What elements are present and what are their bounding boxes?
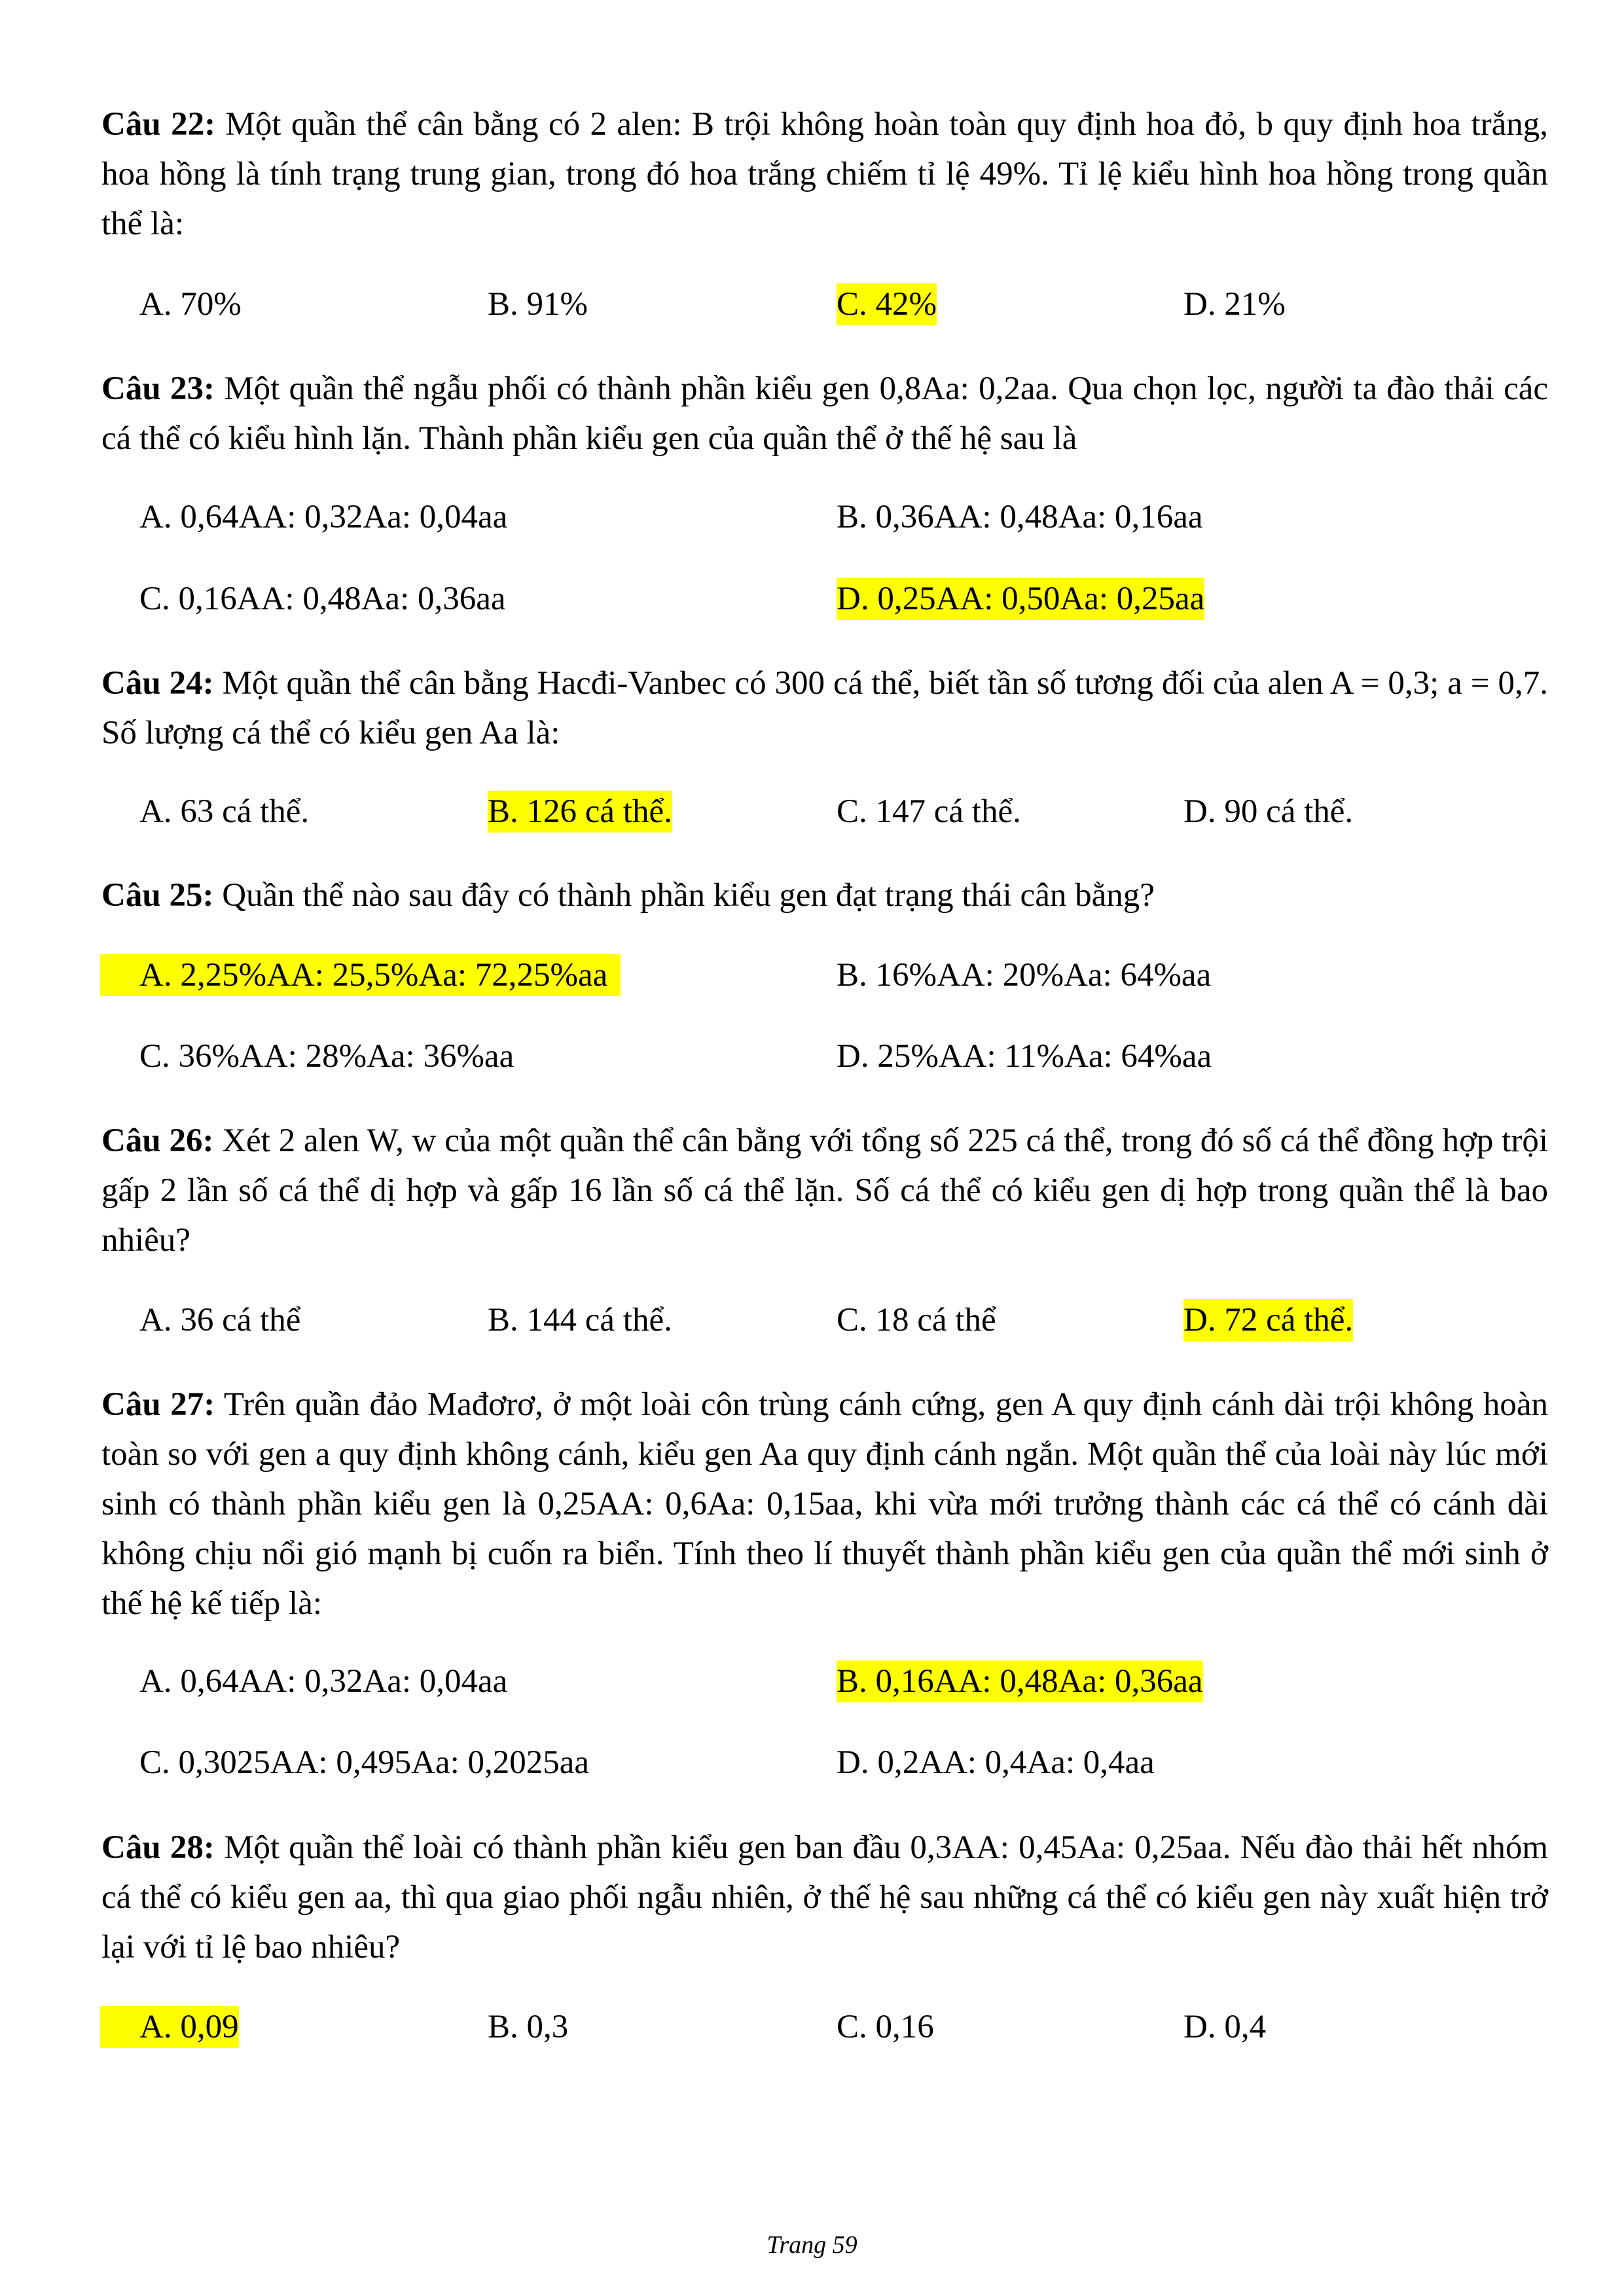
question-25-stem (101, 870, 1548, 920)
question-22-option-a[interactable]: A. 70% (139, 286, 242, 323)
question-text: Một quần thể cân bằng có 2 alen: B trội không hoàn toàn quy định hoa đỏ, b quy định hoa trắng, hoa hồng là tính trạng trung gian, trong đó hoa trắng chiếm tỉ lệ 49%. Tỉ lệ kiểu hình hoa hồng trong quần thể là: (101, 106, 1548, 242)
question-25-option-b[interactable]: B. 16%AA: 20%Aa: 64%aa (837, 957, 1212, 994)
question-28-option-b[interactable]: B. 0,3 (488, 2009, 569, 2045)
question-27-stem (101, 1380, 1548, 1628)
question-24-option-b-highlighted[interactable]: B. 126 cá thể. (488, 791, 672, 833)
question-27-option-c[interactable]: C. 0,3025AA: 0,495Aa: 0,2025aa (139, 1744, 590, 1781)
question-26-option-c[interactable]: C. 18 cá thể (837, 1302, 996, 1338)
question-28-stem (101, 1823, 1548, 1972)
question-25-option-c[interactable]: C. 36%AA: 28%Aa: 36%aa (139, 1038, 514, 1075)
question-26-option-d-highlighted[interactable]: D. 72 cá thể. (1183, 1299, 1353, 1341)
question-24-stem (101, 658, 1548, 758)
question-23-option-a[interactable]: A. 0,64AA: 0,32Aa: 0,04aa (139, 499, 508, 535)
question-23-option-b[interactable]: B. 0,36AA: 0,48Aa: 0,16aa (837, 499, 1203, 535)
question-number: Câu 24: (101, 665, 214, 702)
page-number: Trang 59 (767, 2231, 857, 2259)
question-text: Trên quần đảo Mađơrơ, ở một loài côn trùng cánh cứng, gen A quy định cánh dài trội không hoàn toàn so với gen a quy định không cánh, kiểu gen Aa quy định cánh ngắn. Một quần thể của loài này lúc mới sinh có thành phần kiểu gen là 0,25AA: 0,6Aa: 0,15aa, khi vừa mới trưởng thành các cá thể có cánh dài không chịu nổi gió mạnh bị cuốn ra biển. Tính theo lí thuyết thành phần kiểu gen của quần thể mới sinh ở thế hệ kế tiếp là: (101, 1386, 1548, 1622)
question-27-option-d[interactable]: D. 0,2AA: 0,4Aa: 0,4aa (837, 1744, 1155, 1781)
question-27-option-a[interactable]: A. 0,64AA: 0,32Aa: 0,04aa (139, 1663, 508, 1700)
question-26-option-b[interactable]: B. 144 cá thể. (488, 1302, 672, 1338)
question-23-option-c[interactable]: C. 0,16AA: 0,48Aa: 0,36aa (139, 581, 506, 617)
question-25-option-d[interactable]: D. 25%AA: 11%Aa: 64%aa (837, 1038, 1212, 1075)
question-number: Câu 23: (101, 370, 215, 407)
question-23-option-d-highlighted[interactable]: D. 0,25AA: 0,50Aa: 0,25aa (837, 578, 1204, 620)
question-number: Câu 27: (101, 1386, 215, 1423)
question-22-option-b[interactable]: B. 91% (488, 286, 588, 323)
question-text: Quần thể nào sau đây có thành phần kiểu gen đạt trạng thái cân bằng? (222, 877, 1155, 914)
question-number: Câu 28: (101, 1829, 215, 1866)
question-27-option-b-highlighted[interactable]: B. 0,16AA: 0,48Aa: 0,36aa (837, 1660, 1203, 1702)
question-number: Câu 22: (101, 106, 216, 143)
question-28-option-c[interactable]: C. 0,16 (837, 2009, 934, 2045)
question-28-option-d[interactable]: D. 0,4 (1183, 2009, 1267, 2045)
question-25-option-a-highlighted[interactable]: A. 2,25%AA: 25,5%Aa: 72,25%aa (100, 954, 621, 996)
question-text: Một quần thể cân bằng Hacđi-Vanbec có 300 cá thể, biết tần số tương đối của alen A = 0,3; a = 0,7. Số lượng cá thể có kiểu gen Aa là: (101, 665, 1549, 751)
question-23-stem (101, 364, 1548, 463)
question-22-stem (101, 99, 1548, 249)
question-28-option-a-highlighted[interactable]: A. 0,09 (100, 2006, 239, 2048)
question-number: Câu 26: (101, 1122, 214, 1159)
question-26-option-a[interactable]: A. 36 cá thể (139, 1302, 301, 1338)
question-text: Xét 2 alen W, w của một quần thể cân bằng với tổng số 225 cá thể, trong đó số cá thể đồng hợp trội gấp 2 lần số cá thể dị hợp và gấp 16 lần số cá thể lặn. Số cá thể có kiểu gen dị hợp trong quần thể là bao nhiêu? (101, 1122, 1548, 1259)
question-text: Một quần thể loài có thành phần kiểu gen ban đầu 0,3AA: 0,45Aa: 0,25aa. Nếu đào thải hết nhóm cá thể có kiểu gen aa, thì qua giao phối ngẫu nhiên, ở thế hệ sau những cá thể có kiểu gen này xuất hiện trở lại với tỉ lệ bao nhiêu? (101, 1829, 1548, 1965)
question-24-option-d[interactable]: D. 90 cá thể. (1183, 793, 1354, 830)
question-text: Một quần thể ngẫu phối có thành phần kiểu gen 0,8Aa: 0,2aa. Qua chọn lọc, người ta đào thải các cá thể có kiểu hình lặn. Thành phần kiểu gen của quần thể ở thế hệ sau là (101, 370, 1548, 457)
question-22-option-c-highlighted[interactable]: C. 42% (837, 283, 937, 325)
question-24-option-a[interactable]: A. 63 cá thể. (139, 793, 310, 830)
question-24-option-c[interactable]: C. 147 cá thể. (837, 793, 1021, 830)
question-22-option-d[interactable]: D. 21% (1183, 286, 1286, 323)
question-number: Câu 25: (101, 877, 214, 914)
question-26-stem (101, 1116, 1548, 1265)
